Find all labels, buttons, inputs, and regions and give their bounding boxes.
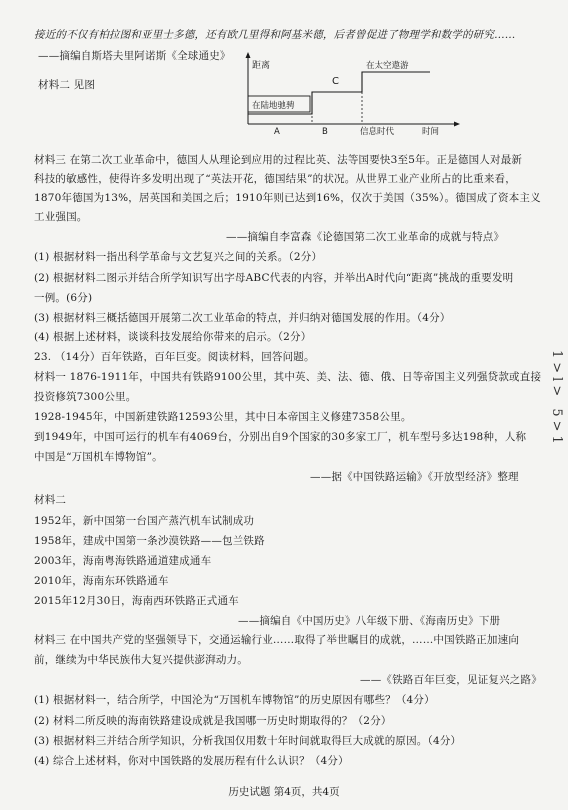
material3-line: 1870年德国为13%，居英国和美国之后；1910年则已达到16%，仅次于美国（35%）。德国成了资本主义 [34,192,541,204]
material1-text: 接近的不仅有柏拉图和亚里士多德，还有欧几里得和阿基米德，后者曾促进了物理学和数学的研究…… [34,29,516,41]
question-22-2: (2) 根据材料二图示并结合所学知识写出字母ABC代表的内容，并举出A时代向“距离”挑战的重要发明 [34,272,514,284]
q23-material2-line: 1952年，新中国第一台国产蒸汽机车试制成功 [34,515,255,527]
question-22-2-cont: 一例。(6分) [34,292,93,304]
q23-material3-line: 前，继续为中华民族伟大复兴提供澎湃动力。 [34,654,248,666]
q23-material1-line: 1928-1945年，中国新建铁路12593公里，其中日本帝国主义修建7358公里。 [34,411,412,423]
q23-material2-line: 1958年，建成中国第一条沙漠铁路——包兰铁路 [34,535,265,547]
q23-material3-source: ——《铁路百年巨变，见证复兴之路》 [360,674,542,686]
q23-material1-line: 投资修筑7300公里。 [34,391,137,403]
material3-line: 材料三 在第二次工业革命中，德国人从理论到应用的过程比英、法等国要快3至5年。正是德国人对最新 [34,154,523,166]
material3-line: 工业强国。 [34,211,88,223]
q23-material1-line: 到1949年，中国可运行的机车有4069台，分别出自9个国家的30多家工厂，机车型号多达198种，人称 [34,431,527,443]
diagram-y-label: 距离 [252,61,271,71]
question-22-4: (4) 根据上述材料，谈谈科技发展给你带来的启示。（2分） [34,331,312,343]
diagram-stage-top-text: 在太空遨游 [366,61,409,71]
q23-material2-line: 2010年，海南东环铁路通车 [34,575,169,587]
q23-question-1: (1) 根据材料一，结合所学，中国沦为“万国机车博物馆”的历史原因有哪些？（4分） [34,694,435,706]
q23-material3-line: 材料三 在中国共产党的坚强领导下，交通运输行业……取得了举世瞩目的成就，……中国铁路正加速向 [34,634,520,646]
diagram-tick-b: B [322,127,328,137]
page-footer: 历史试题 第4页，共4页 [228,786,340,798]
q23-material2-label: 材料二 [34,494,67,506]
question-22-1: (1) 根据材料一指出科学革命与文艺复兴之间的关系。（2分） [34,251,323,263]
q23-material2-line: 2015年12月30日，海南西环铁路正式通车 [34,595,239,607]
question-22-3: (3) 根据材料三概括德国开展第二次工业革命的特点，并归纳对德国发展的作用。（4分） [34,312,451,324]
diagram-stage-c-text: C [332,76,339,87]
q23-material1-line: 中国是“万国机车博物馆”。 [34,451,163,463]
q23-material2-source: ——摘编自《中国历史》八年级下册、《海南历史》下册 [238,615,501,627]
q23-material1-line: 材料一 1876-1911年，中国共有铁路9100公里，其中英、美、法、德、俄、日等帝国主义列强贷款或直接 [34,371,542,383]
q23-material1-source: ——据《中国铁路运输》《开放型经济》整理 [310,471,519,483]
material2-label: 材料二 见图 [38,79,96,91]
distance-time-diagram [236,52,536,138]
handwritten-margin-mark: 1>l> 5>1 [549,350,564,448]
diagram-stage-a-text: 在陆地驰骋 [252,101,295,111]
question-23-title: 23. （14分）百年铁路，百年巨变。阅读材料，回答问题。 [34,351,315,363]
material3-line: 科技的敏感性，使得许多发明出现了“英法开花，德国结果”的状况。从世界工业产业所占的比重来看， [34,173,516,185]
q23-question-3: (3) 根据材料三并结合所学知识，分析我国仅用数十年时间就取得巨大成就的原因。（4分） [34,735,462,747]
q23-question-2: (2) 材料二所反映的海南铁路建设成就是我国哪一历史时期取得的？（2分） [34,715,392,727]
diagram-tick-a: A [274,127,280,137]
q23-question-4: (4) 综合上述材料，你对中国铁路的发展历程有什么认识？（4分） [34,755,349,767]
diagram-tick-info: 信息时代 [360,127,395,137]
q23-material2-line: 2003年，海南粤海铁路通道建成通车 [34,555,212,567]
material3-source: ——摘编自李富森《论德国第二次工业革命的成就与特点》 [226,231,505,243]
material1-source: ——摘编自斯塔夫里阿诺斯《全球通史》 [38,50,231,62]
diagram-x-label: 时间 [422,127,440,137]
